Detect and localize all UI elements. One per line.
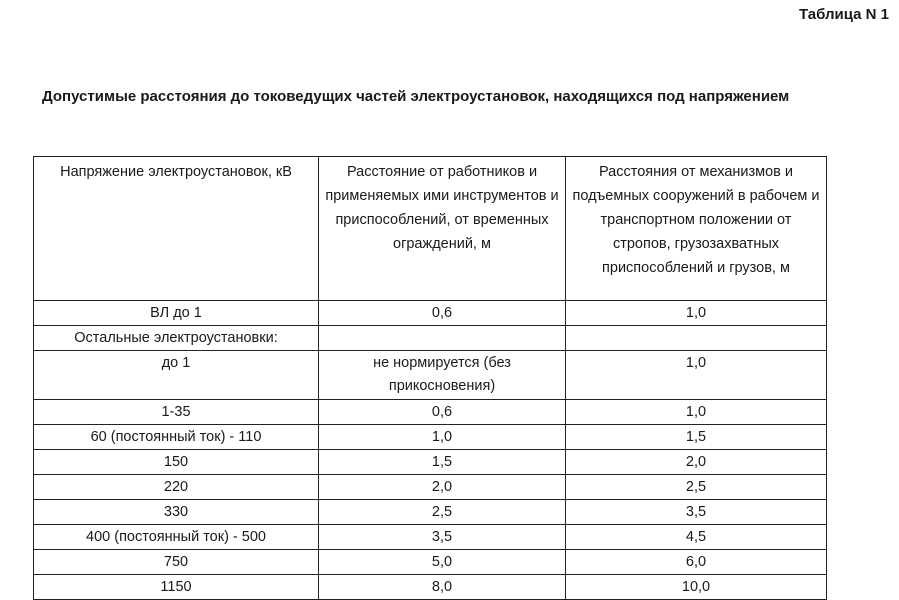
header-voltage: Напряжение электроустановок, кВ xyxy=(34,157,319,301)
table-row xyxy=(34,301,827,326)
table-row xyxy=(34,326,827,351)
voltage-cell: 750 xyxy=(34,550,319,575)
voltage-cell: до 1 xyxy=(34,351,319,400)
mechanism-distance-cell xyxy=(566,326,827,351)
worker-distance-cell: 3,5 xyxy=(319,525,566,550)
mechanism-distance-cell: 3,5 xyxy=(566,500,827,525)
worker-distance-cell: 0,6 xyxy=(319,400,566,425)
voltage-cell: ВЛ до 1 xyxy=(34,301,319,326)
voltage-cell: 330 xyxy=(34,500,319,525)
header-mechanism-distance: Расстояния от механизмов и подъемных сооружений в рабочем и транспортном положении от стропов, грузозахватных приспособлений и грузов, м xyxy=(566,157,827,301)
mechanism-distance-cell: 6,0 xyxy=(566,550,827,575)
worker-distance-cell xyxy=(319,326,566,351)
table-row xyxy=(34,475,827,500)
table-number: Таблица N 1 xyxy=(798,6,889,23)
worker-distance-cell: 2,5 xyxy=(319,500,566,525)
table-caption: Допустимые расстояния до токоведущих частей электроустановок, находящихся под напряжением xyxy=(42,88,790,105)
table-row xyxy=(34,525,827,550)
table-header-row xyxy=(34,157,827,301)
worker-distance-cell: не нормируется (без прикосновения) xyxy=(319,351,566,400)
header-worker-distance: Расстояние от работников и применяемых ими инструментов и приспособлений, от временных ограждений, м xyxy=(319,157,566,301)
distance-table xyxy=(33,156,827,600)
voltage-cell: 150 xyxy=(34,450,319,475)
table-row xyxy=(34,550,827,575)
mechanism-distance-cell: 1,0 xyxy=(566,400,827,425)
table-row xyxy=(34,500,827,525)
worker-distance-cell: 1,0 xyxy=(319,425,566,450)
table-row xyxy=(34,351,827,400)
table-row xyxy=(34,450,827,475)
table-row xyxy=(34,400,827,425)
voltage-cell: 220 xyxy=(34,475,319,500)
voltage-cell: Остальные электроустановки: xyxy=(34,326,319,351)
worker-distance-cell: 5,0 xyxy=(319,550,566,575)
mechanism-distance-cell: 10,0 xyxy=(566,575,827,600)
mechanism-distance-cell: 4,5 xyxy=(566,525,827,550)
mechanism-distance-cell: 2,0 xyxy=(566,450,827,475)
table-row xyxy=(34,425,827,450)
mechanism-distance-cell: 1,0 xyxy=(566,301,827,326)
mechanism-distance-cell: 1,5 xyxy=(566,425,827,450)
voltage-cell: 60 (постоянный ток) - 110 xyxy=(34,425,319,450)
worker-distance-cell: 8,0 xyxy=(319,575,566,600)
voltage-cell: 1-35 xyxy=(34,400,319,425)
mechanism-distance-cell: 1,0 xyxy=(566,351,827,400)
worker-distance-cell: 2,0 xyxy=(319,475,566,500)
voltage-cell: 1150 xyxy=(34,575,319,600)
worker-distance-cell: 0,6 xyxy=(319,301,566,326)
mechanism-distance-cell: 2,5 xyxy=(566,475,827,500)
voltage-cell: 400 (постоянный ток) - 500 xyxy=(34,525,319,550)
worker-distance-cell: 1,5 xyxy=(319,450,566,475)
table-row xyxy=(34,575,827,600)
